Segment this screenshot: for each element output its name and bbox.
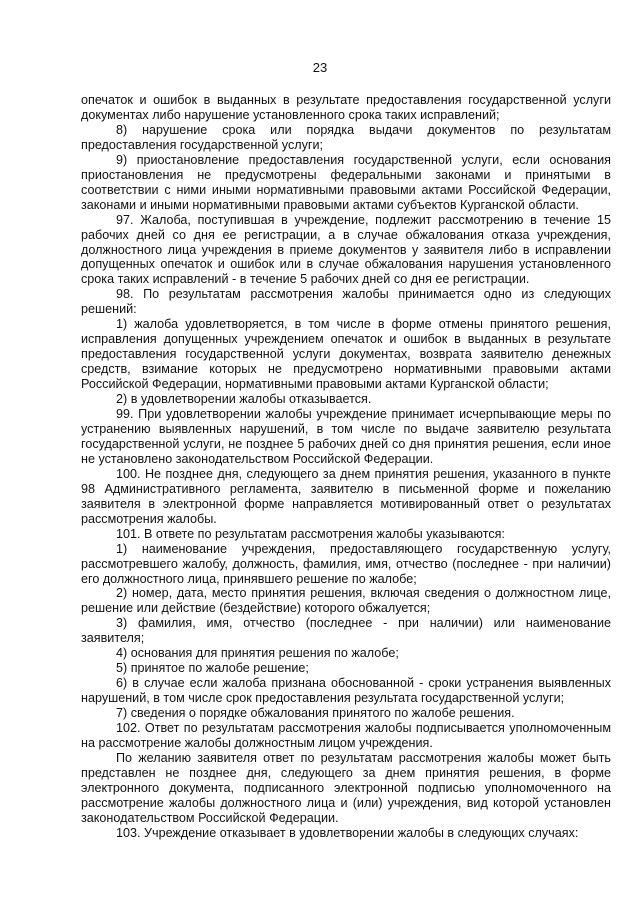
paragraph-98-item-1: 1) жалоба удовлетворяется, в том числе в форме отмены принятого решения, исправления допущенных учреждением опечаток и ошибок в выданных в результате предоставления государственной услуги документах, возврата заявителю денежных средств, взимание которых не предусмотрено нормативными правовыми актами Российской Федерации, нормативными правовыми актами Курганской области; <box>81 317 611 392</box>
paragraph-101-item-5: 5) принятое по жалобе решение; <box>116 661 309 676</box>
paragraph-101-item-7: 7) сведения о порядке обжалования принятого по жалобе решения. <box>116 706 515 721</box>
paragraph-98: 98. По результатам рассмотрения жалобы принимается одно из следующих решений: <box>81 287 611 317</box>
paragraph-99: 99. При удовлетворении жалобы учреждение принимает исчерпывающие меры по устранению выявленных нарушений, в том числе по выдаче заявителю результата государственной услуги, не позднее 5 рабочих дней со дня принятия решения, если иное не установлено законодательством Российской Федерации. <box>81 407 611 466</box>
paragraph-102: 102. Ответ по результатам рассмотрения жалобы подписывается уполномоченным на рассмотрение жалобы должностным лицом учреждения. <box>81 721 611 750</box>
paragraph-103: 103. Учреждение отказывает в удовлетворении жалобы в следующих случаях: <box>116 825 579 840</box>
paragraph-101-item-2: 2) номер, дата, место принятия решения, включая сведения о должностном лице, решение или действие (бездействие) которого обжалуется; <box>81 586 611 616</box>
paragraph-101-item-3: 3) фамилия, имя, отчество (последнее - при наличии) или наименование заявителя; <box>81 616 611 646</box>
paragraph-101-item-4: 4) основания для принятия решения по жалобе; <box>116 646 399 661</box>
paragraph-101: 101. В ответе по результатам рассмотрения жалобы указываются: <box>116 526 505 541</box>
paragraph-98-item-2: 2) в удовлетворении жалобы отказывается. <box>116 392 372 407</box>
document-body <box>81 93 611 841</box>
paragraph-continuation: опечаток и ошибок в выданных в результате предоставления государственной услуги документах либо нарушение установленного срока таких исправлений; <box>81 93 611 122</box>
list-item-9: 9) приостановление предоставления государственной услуги, если основания приостановления не предусмотрены федеральными законами и принятыми в соответствии с ними иными нормативными правовыми актами Российской Федерации, законами и иными нормативными правовыми актами субъектов Курганской области. <box>81 152 611 212</box>
paragraph-101-item-1: 1) наименование учреждения, предоставляющего государственную услугу, рассмотревшего жалобу, должность, фамилия, имя, отчество (последнее - при наличии) его должностного лица, принявшего решение по жалобе; <box>81 541 611 586</box>
paragraph-100: 100. Не позднее дня, следующего за днем принятия решения, указанного в пункте 98 Административного регламента, заявителю в письменной форме и пожеланию заявителя в электронной форме направляется мотивированный ответ о результатах рассмотрения жалобы. <box>81 466 611 526</box>
list-item-8: 8) нарушение срока или порядка выдачи документов по результатам предоставления государственной услуги; <box>81 122 611 152</box>
paragraph-101-item-6: 6) в случае если жалоба признана обоснованной - сроки устранения выявленных нарушений, в том числе срок предоставления результата государственной услуги; <box>81 676 611 706</box>
paragraph-97: 97. Жалоба, поступившая в учреждение, подлежит рассмотрению в течение 15 рабочих дней со дня ее регистрации, а в случае обжалования отказа учреждения, должностного лица учреждения в приеме документов у заявителя либо в исправлении допущенных опечаток и ошибок или в случае обжалования нарушения установленного срока таких исправлений - в течение 5 рабочих дней со дня ее регистрации. <box>81 212 611 287</box>
paragraph-102-electronic: По желанию заявителя ответ по результатам рассмотрения жалобы может быть представлен не позднее дня, следующего за днем принятия решения, в форме электронного документа, подписанного электронной подписью уполномоченного на рассмотрение жалобы должностного лица и (или) учреждения, вид которой установлен законодательством Российской Федерации. <box>81 750 611 825</box>
page-number: 23 <box>312 60 328 75</box>
